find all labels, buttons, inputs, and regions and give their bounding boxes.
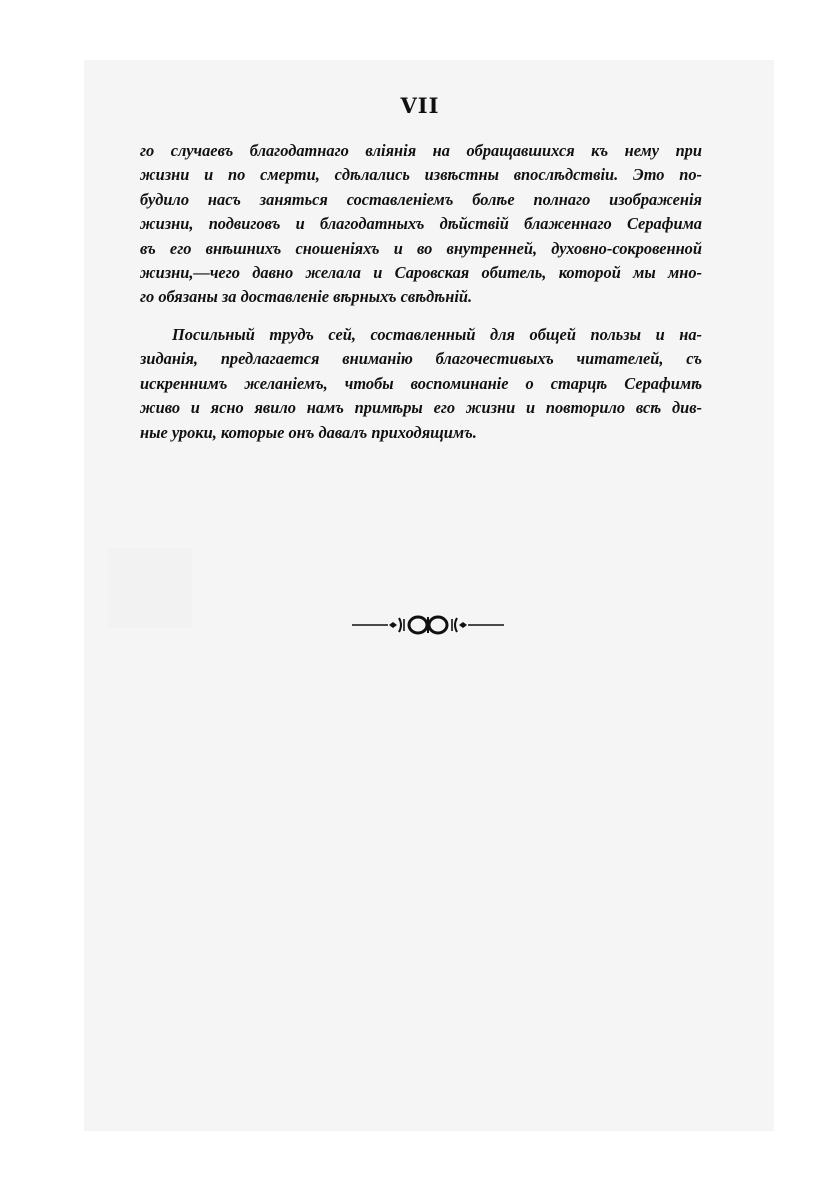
text-line: Посильный трудъ сей, составленный для общей пользы и на- bbox=[172, 325, 702, 344]
text-line: въ его внѣшнихъ сношеніяхъ и во внутренней, духовно-сокровенной bbox=[140, 238, 702, 258]
text-line: живо и ясно явило намъ примѣры его жизни и повторило всѣ див- bbox=[140, 398, 702, 418]
page-number: VII bbox=[400, 93, 440, 118]
text-line: искреннимъ желаніемъ, чтобы воспоминаніе о старцѣ Серафимѣ bbox=[140, 373, 702, 393]
text-line: жизни,—чего давно желала и Саровская обитель, которой мы мно- bbox=[140, 263, 702, 283]
paragraph-2 bbox=[140, 323, 702, 445]
paper-stain bbox=[108, 548, 192, 628]
decorative-tailpiece-icon bbox=[352, 614, 504, 636]
text-line: жизни и по смерти, сдѣлались извѣстны впослѣдствіи. Это по- bbox=[140, 165, 702, 185]
text-line: ные уроки, которые онъ давалъ приходящимъ. bbox=[140, 422, 477, 442]
text-line: зиданія, предлагается вниманію благочестивыхъ читателей, съ bbox=[140, 349, 702, 369]
paragraph-1 bbox=[140, 139, 702, 310]
text-line: го обязаны за доставленіе вѣрныхъ свѣдѣній. bbox=[140, 287, 473, 307]
text-line: го случаевъ благодатнаго вліянія на обращавшихся къ нему при bbox=[140, 141, 702, 160]
text-line: жизни, подвиговъ и благодатныхъ дѣйствій блаженнаго Серафима bbox=[140, 214, 702, 234]
text-line: будило насъ заняться составленіемъ болѣе полнаго изображенія bbox=[140, 189, 702, 209]
